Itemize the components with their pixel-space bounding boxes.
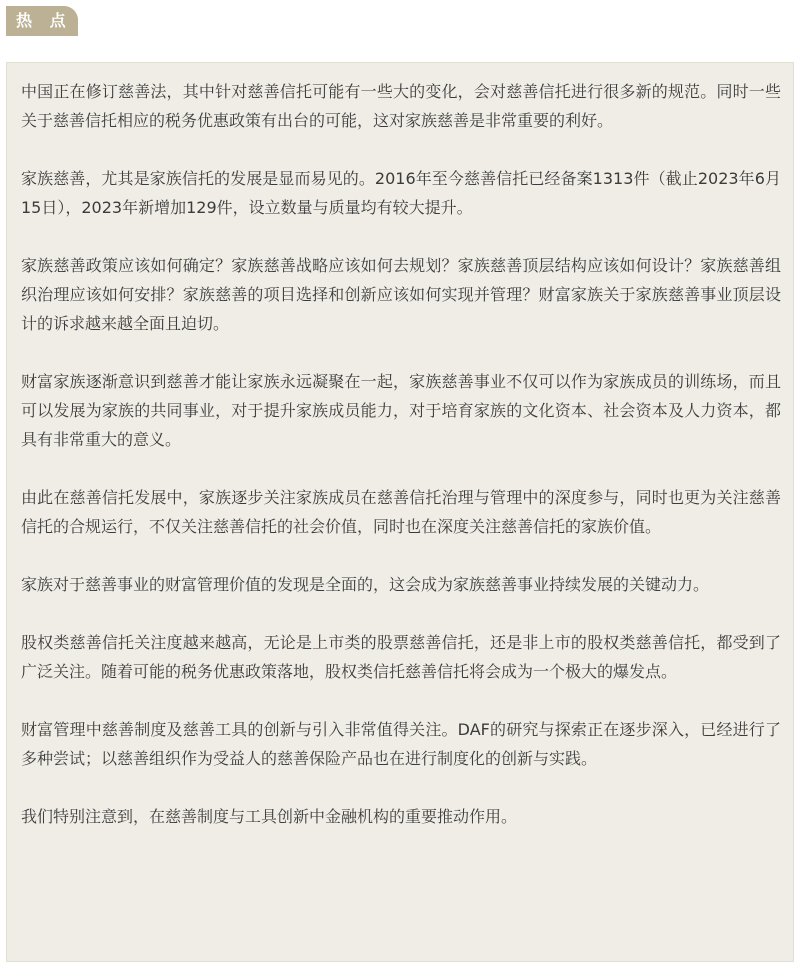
- article-paragraph: 家族慈善，尤其是家族信托的发展是显而易见的。2016年至今慈善信托已经备案1313件（截止2023年6月15日），2023年新增加129件，设立数量与质量均有较大提升。: [21, 169, 781, 217]
- article-paragraph: 由此在慈善信托发展中，家族逐步关注家族成员在慈善信托治理与管理中的深度参与，同时也更为关注慈善信托的合规运行，不仅关注慈善信托的社会价值，同时也在深度关注慈善信托的家族价值。: [21, 488, 781, 536]
- article-paragraph: 股权类慈善信托关注度越来越高，无论是上市类的股票慈善信托，还是非上市的股权类慈善信托，都受到了广泛关注。随着可能的税务优惠政策落地，股权类信托慈善信托将会成为一个极大的爆发点。: [21, 633, 781, 681]
- article-paragraph: 财富家族逐渐意识到慈善才能让家族永远凝聚在一起，家族慈善事业不仅可以作为家族成员的训练场，而且可以发展为家族的共同事业，对于提升家族成员能力，对于培育家族的文化资本、社会资本及人力资本，都具有非常重大的意义。: [21, 372, 781, 449]
- article-paragraph: 家族慈善政策应该如何确定？家族慈善战略应该如何去规划？家族慈善顶层结构应该如何设计？家族慈善组织治理应该如何安排？家族慈善的项目选择和创新应该如何实现并管理？财富家族关于家族慈善事业顶层设计的诉求越来越全面且迫切。: [21, 256, 781, 333]
- article-paragraph: 我们特别注意到，在慈善制度与工具创新中金融机构的重要推动作用。: [21, 807, 518, 826]
- section-badge-hot: 热 点: [6, 6, 78, 36]
- article-paragraph: 财富管理中慈善制度及慈善工具的创新与引入非常值得关注。DAF的研究与探索正在逐步深入，已经进行了多种尝试；以慈善组织作为受益人的慈善保险产品也在进行制度化的创新与实践。: [21, 720, 781, 768]
- article-paragraph: 家族对于慈善事业的财富管理价值的发现是全面的，这会成为家族慈善事业持续发展的关键动力。: [21, 575, 710, 594]
- section-header: [0, 0, 800, 40]
- article-panel: [6, 62, 794, 962]
- article-paragraph: 中国正在修订慈善法，其中针对慈善信托可能有一些大的变化，会对慈善信托进行很多新的规范。同时一些关于慈善信托相应的税务优惠政策有出台的可能，这对家族慈善是非常重要的利好。: [21, 82, 781, 130]
